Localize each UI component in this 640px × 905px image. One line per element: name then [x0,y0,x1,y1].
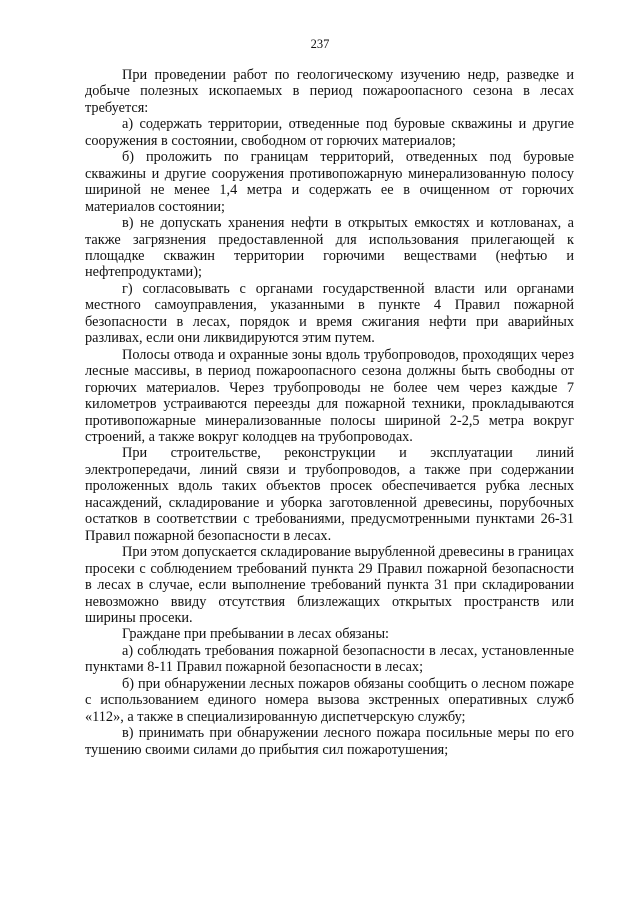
paragraph-item-b-strip: б) проложить по границам территорий, отведенных под буровые скважины и другие сооружения противопожарную минерализованную полосу шириной не менее 1,4 метра и содержать ее в очищенном от горючих материалов состоянии; [85,149,574,215]
paragraph-power-lines: При строительстве, реконструкции и эксплуатации линий электропередачи, линий связи и трубопроводов, а также при содержании проложенных вдоль таких объектов просек обеспечивается рубка лесных насаждений, складирование и уборка заготовленной древесины, порубочных остатков в соответствии с требованиями, предусмотренными пунктами 26-31 Правил пожарной безопасности в лесах. [85,445,574,544]
paragraph-item-a-territories: а) содержать территории, отведенные под буровые скважины и другие сооружения в состоянии, свободном от горючих материалов; [85,116,574,149]
paragraph-timber-storage: При этом допускается складирование вырубленной древесины в границах просеки с соблюдением требований пункта 29 Правил пожарной безопасности в лесах в случае, если выполнение требований пункта 31 при складировании невозможно ввиду отсутствия близлежащих открытых пространств или ширины просеки. [85,544,574,626]
paragraph-citizens-item-a: а) соблюдать требования пожарной безопасности в лесах, установленные пунктами 8-11 Правил пожарной безопасности в лесах; [85,642,574,676]
paragraph-intro-geology: При проведении работ по геологическому изучению недр, разведке и добыче полезных ископаемых в период пожароопасного сезона в лесах требуется: [85,67,574,116]
paragraph-item-v-oil-storage: в) не допускать хранения нефти в открытых емкостях и котлованах, а также загрязнения предоставленной для использования прилегающей к площадке скважин территории горючими веществами (нефтью и нефтепродуктами); [85,215,574,281]
page-number: 237 [310,37,330,51]
paragraph-citizens-intro: Граждане при пребывании в лесах обязаны: [122,626,390,643]
paragraph-item-g-coordination: г) согласовывать с органами государственной власти или органами местного самоуправления, указанными в пункте 4 Правил пожарной безопасности в лесах, порядок и время сжигания нефти при аварийных разливах, если они ликвидируются этим путем. [85,280,574,347]
paragraph-citizens-item-v: в) принимать при обнаружении лесного пожара посильные меры по его тушению своими силами до прибытия сил пожаротушения; [85,725,574,758]
paragraph-citizens-item-b: б) при обнаружении лесных пожаров обязаны сообщить о лесном пожаре с использованием единого номера вызова экстренных оперативных служб «112», а также в специализированную диспетчерскую службу; [85,675,574,725]
paragraph-pipelines: Полосы отвода и охранные зоны вдоль трубопроводов, проходящих через лесные массивы, в период пожароопасного сезона должны быть свободны от горючих материалов. Через трубопроводы не более чем через каждые 7 километров устраиваются переезды для пожарной техники, прокладываются противопожарные минерализованные полосы шириной 2-2,5 метра вокруг строений, а также вокруг колодцев на трубопроводах. [85,346,574,445]
document-body [85,67,574,758]
